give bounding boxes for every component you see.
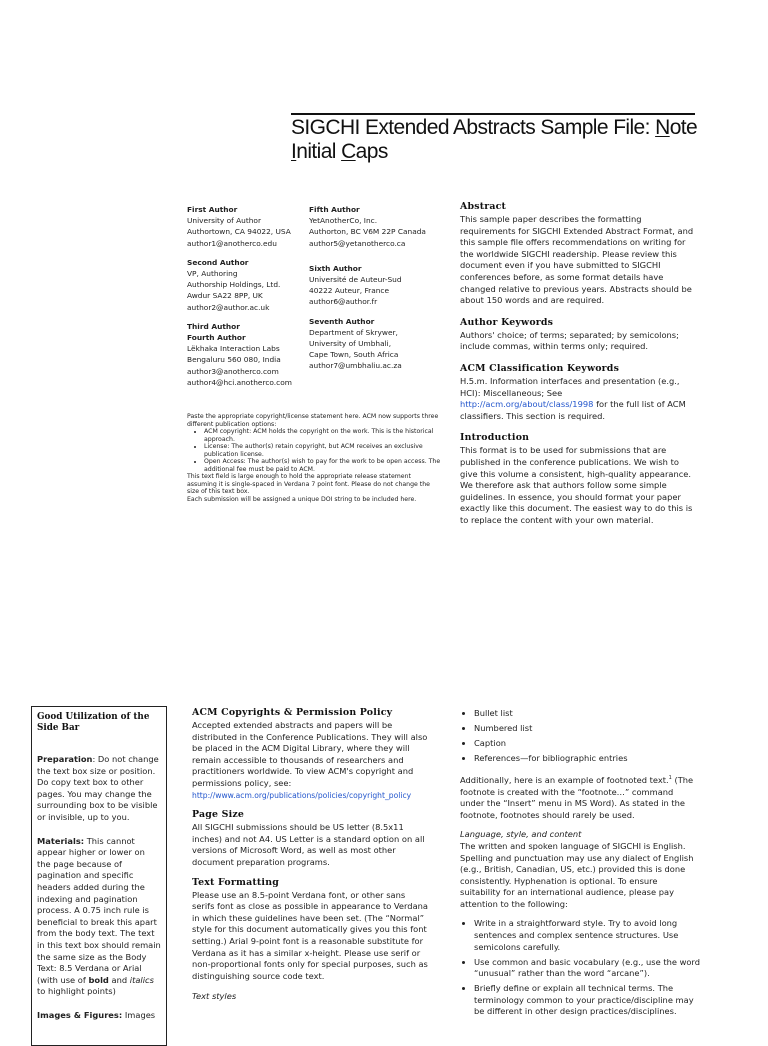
author-email: author1@anotherco.edu [187, 238, 277, 248]
style-list-item: • Numbered list [474, 723, 700, 735]
copyright-policy-heading: ACM Copyrights & Permission Policy [192, 707, 393, 718]
page-size-text: All SIGCHI submissions should be US letter (8.5x11 inches) and not A4. US Letter is a standard option on all versions of Microsoft Word, as well as most other document preparation programs. [192, 822, 425, 867]
sidebar-bold-word: bold [88, 974, 109, 985]
author-address: Bengaluru 560 080, India [187, 355, 281, 365]
sidebar-heading: Good Utilization of the Side Bar [37, 712, 150, 733]
keywords-text: Authors' choice; of terms; separated; by semicolons; include commas, within terms only; required. [460, 329, 679, 352]
author-column-right [309, 204, 444, 372]
sidebar-text: : Do not change the text box size or position. Do copy text box to other pages. You may change the surrounding box to be visible or invisible, up to you. [37, 754, 159, 822]
page-size-heading: Page Size [192, 809, 245, 821]
footnote-paragraph [460, 775, 700, 821]
language-guidelines-list [460, 918, 700, 1018]
acm-class-link[interactable]: http://acm.org/about/class/1998 [460, 399, 594, 410]
title-text: SIGCHI Extended Abstracts Sample File: [291, 116, 656, 139]
sidebar-italic-word: italics [129, 974, 154, 985]
acm-class-text-part: H.5.m. Information interfaces and presentation (e.g., HCI): Miscellaneous; See [460, 375, 680, 398]
author-affiliation: Lëkhaka Interaction Labs [187, 344, 280, 354]
body-column-right [460, 708, 700, 1021]
acm-class-text [460, 376, 698, 422]
author-name: Third Author [187, 321, 240, 331]
notice-option: • ACM copyright: ACM holds the copyright on the work. This is the historical approach. [204, 428, 442, 443]
notice-option: • Open Access: The author(s) wish to pay for the work to be open access. The additional fee must be paid to ACM. [204, 458, 442, 473]
author-email: author4@hci.anotherco.com [187, 377, 292, 387]
acm-class-heading: ACM Classification Keywords [460, 362, 620, 374]
notice-options-list [187, 428, 442, 473]
author-email: author6@author.fr [309, 297, 378, 307]
guideline-item: • Briefly define or explain all technical terms. The terminology common to your practice/discipline may be different in other design practices/disciplines. [474, 983, 700, 1018]
notice-option: • License: The author(s) retain copyright, but ACM receives an exclusive publication license. [204, 443, 442, 458]
author-name: Fourth Author [187, 333, 246, 343]
notice-text: This text field is large enough to hold the appropriate release statement assuming it is single-spaced in Verdana 7 point font. Please do not change the size of this text box. [187, 473, 430, 495]
footnote-text: Additionally, here is an example of footnoted text. [460, 774, 669, 785]
copyright-policy-link[interactable]: http://www.acm.org/publications/policies/copyright_policy [192, 790, 412, 800]
author-name: Seventh Author [309, 316, 375, 326]
sidebar-text: to highlight points) [37, 986, 116, 997]
sidebar-preparation [37, 754, 161, 824]
author-address: Authortown, CA 94022, USA [187, 227, 291, 237]
title-cap-i: I [291, 140, 297, 163]
sidebar-label: Materials: [37, 835, 85, 846]
notice-doi-text: Each submission will be assigned a unique DOI string to be included here. [187, 495, 417, 503]
author-affiliation: University of Umbhali, [309, 339, 392, 349]
author-address: 40222 Auteur, France [309, 286, 390, 296]
title-rule [291, 113, 695, 115]
title-cap-n: N [655, 116, 670, 139]
title-cap-c: C [341, 140, 356, 163]
sidebar-text: and [108, 974, 130, 985]
title-text: aps [355, 140, 388, 163]
sidebar-text: Images [122, 1009, 156, 1020]
author-affiliation: VP, Authoring [187, 269, 238, 279]
author-address: Authorton, BC V6M 22P Canada [309, 227, 426, 237]
author-name: First Author [187, 205, 238, 214]
sidebar-label: Preparation [37, 754, 93, 764]
author-name: Sixth Author [309, 263, 362, 273]
author-block [187, 321, 305, 388]
style-list-item: • Bullet list [474, 708, 700, 720]
style-list [460, 708, 700, 765]
abstract-column [460, 201, 698, 526]
notice-intro: Paste the appropriate copyright/license statement here. ACM now supports three different publication options: [187, 413, 439, 428]
author-address: Awdur SA22 8PP, UK [187, 291, 263, 301]
author-email: author2@author.ac.uk [187, 302, 270, 312]
introduction-text: This format is to be used for submissions that are published in the conference publications. We wish to give this volume a consistent, high-quality appearance. We therefore ask that authors follow some simple guidelines. In essence, you should format your paper exactly like this document. The easiest way to do this is to replace the content with your own material. [460, 445, 693, 525]
title-text: nitial [296, 140, 342, 163]
author-affiliation: University of Author [187, 216, 261, 226]
body-column-middle [192, 707, 430, 1003]
text-formatting-text: Please use an 8.5-point Verdana font, or other sans serifs font as close as possible in appearance to Verdana in which these guidelines have been set. (The “Normal” style for this document automatically gives you this font setting.) Arial 9-point font is a reasonable substitute for Verdana as it has a similar x-height. Please use serif or non-proportional fonts only for special purposes, such as distinguishing source code text. [192, 889, 428, 981]
author-affiliation: YetAnotherCo, Inc. [309, 216, 378, 226]
title-text: ote [669, 116, 698, 139]
sidebar-box [31, 706, 167, 1046]
copyright-policy-text: Accepted extended abstracts and papers will be distributed in the Conference Publications. They will also be placed in the ACM Digital Library, where they will remain accessible to thousands of researchers and practitioners worldwide. To view ACM's copyright and permissions policy, see: [192, 720, 428, 788]
author-email: author7@umbhaliu.ac.za [309, 361, 402, 371]
sidebar-materials [37, 836, 161, 998]
author-block [309, 204, 444, 249]
language-subheading: Language, style, and content [460, 829, 582, 840]
language-text: The written and spoken language of SIGCHI is English. Spelling and punctuation may use any dialect of English (e.g., British, Canadian, US, etc.) provided this is done consistently. Hyphenation is optional. To ensure suitability for an international audience, please pay attention to the following: [460, 840, 694, 909]
author-name: Fifth Author [309, 205, 360, 214]
abstract-heading: Abstract [460, 201, 507, 212]
author-email: author3@anotherco.com [187, 366, 279, 376]
author-affiliation: Université de Auteur-Sud [309, 275, 402, 285]
text-formatting-heading: Text Formatting [192, 876, 279, 888]
sidebar-label: Images & Figures: [37, 1009, 123, 1020]
author-email: author5@yetanotherco.ca [309, 238, 406, 248]
author-name: Second Author [187, 257, 249, 267]
acm-class-text-part: for the full list of ACM classifiers. This section is required. [460, 399, 686, 421]
author-column-left [187, 204, 305, 388]
author-address: Cape Town, South Africa [309, 350, 399, 360]
introduction-heading: Introduction [460, 432, 530, 444]
sidebar-text: This cannot appear higher or lower on the page because of pagination and specific headers added during the indexing and pagination process. A 0.75 inch rule is beneficial to break this apart from the body text. The text in this text box should remain the same size as the Body Text: 8.5 Verdana or Arial (with use of [37, 835, 161, 985]
author-block [309, 316, 444, 372]
text-styles-subheading: Text styles [192, 991, 237, 1002]
footnote-mark[interactable]: 1 [668, 775, 672, 782]
footnote-text: (The footnote is created with the “footnote…” command under the “Insert” menu in MS Word). As stated in the footnote, footnotes should rarely be used. [460, 774, 694, 820]
style-list-item: • References—for bibliographic entries [474, 753, 700, 765]
abstract-text: This sample paper describes the formatting requirements for SIGCHI Extended Abstract Format, and this sample file offers recommendations on writing for the worldwide SIGCHI readership. Please review this document even if you have submitted to SIGCHI conferences before, as some format details have changed relative to previous years. Abstracts should be about 150 words and are required. [460, 214, 694, 306]
keywords-heading: Author Keywords [460, 316, 554, 328]
guideline-item: • Use common and basic vocabulary (e.g., use the word “unusual” rather than the word “arcane”). [474, 957, 700, 980]
sidebar-images [37, 1010, 161, 1022]
style-list-item: • Caption [474, 738, 700, 750]
author-block [187, 204, 305, 249]
author-affiliation: Authorship Holdings, Ltd. [187, 280, 281, 290]
author-block [187, 257, 305, 313]
paper-title [291, 116, 711, 164]
copyright-notice [187, 413, 442, 503]
author-block [309, 263, 444, 308]
guideline-item: • Write in a straightforward style. Try to avoid long sentences and complex sentence structures. Use semicolons carefully. [474, 918, 700, 953]
author-affiliation: Department of Skrywer, [309, 327, 398, 337]
